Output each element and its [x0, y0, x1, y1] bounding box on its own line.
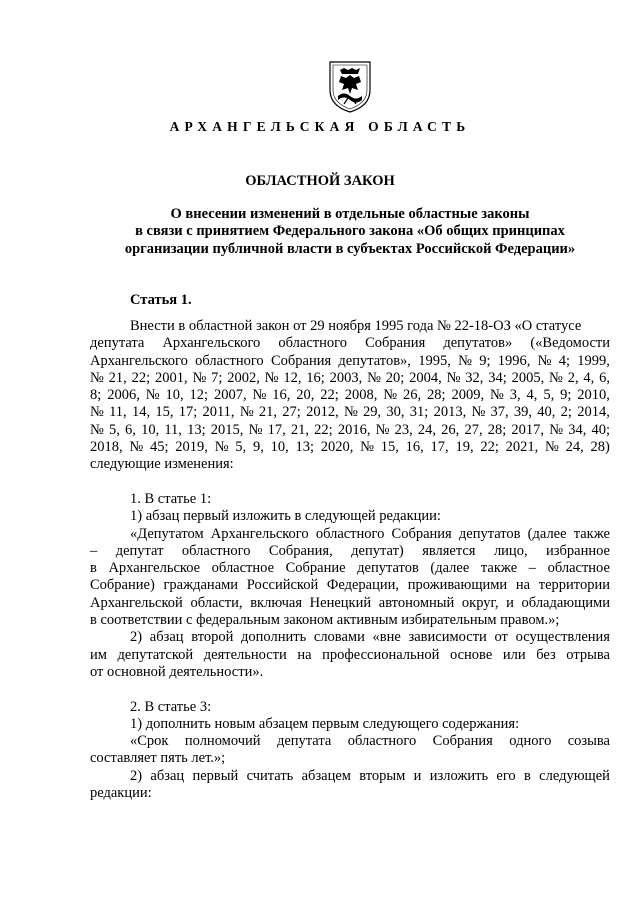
text-line — [90, 543, 610, 560]
word: 15, — [155, 404, 174, 421]
word: № — [537, 352, 552, 369]
word: 2014, — [577, 404, 610, 421]
word: абзац — [150, 767, 185, 784]
word: (далее — [430, 560, 470, 577]
word: 2010, — [577, 387, 610, 404]
word: 19, — [455, 439, 474, 456]
word: 21, — [258, 404, 278, 421]
word: 22; — [480, 439, 499, 456]
word: № — [545, 439, 559, 456]
text-run: составляет пять лет.»; — [90, 750, 226, 767]
text-line — [90, 318, 610, 335]
word: (далее — [527, 525, 567, 542]
word: № — [458, 352, 472, 369]
word: Архангельского — [162, 335, 261, 352]
word: областное — [211, 560, 275, 577]
word: «Депутатом — [130, 525, 204, 542]
word: обладающими — [521, 594, 610, 611]
law-title — [90, 206, 610, 258]
word: 16; — [306, 369, 325, 386]
word: также — [573, 525, 610, 542]
word: областного — [278, 335, 347, 352]
word: Архангельского — [210, 525, 309, 542]
word: 2009, — [451, 387, 485, 404]
word: 2002, — [227, 369, 260, 386]
law-title-line: О внесении изменений в отдельные областные законы — [170, 206, 530, 222]
word: Архангельского — [90, 352, 188, 369]
word: 9, — [252, 439, 264, 456]
word: 34, — [568, 421, 587, 438]
word: одного — [509, 733, 552, 750]
word: депутатской — [117, 646, 194, 663]
word: 15, — [380, 439, 399, 456]
word: № — [252, 387, 267, 404]
text-line — [90, 404, 610, 421]
word: № — [129, 439, 144, 456]
text-line — [90, 456, 610, 473]
article-heading: Статья 1. — [130, 292, 192, 308]
text-line — [90, 335, 610, 352]
word: изложить — [429, 767, 489, 784]
word: 2012, — [306, 404, 339, 421]
word: 2003, — [329, 369, 363, 386]
word: на — [297, 646, 312, 663]
text-line — [90, 526, 610, 543]
word: округ, — [461, 594, 499, 611]
word: 2021, — [505, 439, 539, 456]
word: 45; — [150, 439, 169, 456]
coat-of-arms-emblem — [328, 60, 372, 114]
word: 12; — [189, 387, 209, 404]
text-line — [90, 560, 610, 577]
word: 3, — [509, 387, 521, 404]
word: 2, — [567, 369, 579, 386]
text-line — [90, 439, 610, 456]
word: деятельности — [203, 646, 287, 663]
text-run: 2. В статье 3: — [130, 698, 212, 715]
word: областного — [181, 542, 251, 559]
word: № — [239, 404, 254, 421]
word: 22; — [314, 421, 333, 438]
word: 1999, — [577, 352, 610, 369]
word: № — [375, 421, 390, 438]
word: 24, — [565, 439, 584, 456]
text-line — [90, 387, 610, 404]
text-line — [90, 716, 610, 733]
word: 10, — [141, 421, 160, 438]
text-line — [90, 491, 610, 508]
word: № — [90, 404, 104, 421]
word: его — [496, 767, 516, 784]
word: и — [413, 767, 422, 784]
word: депутатов», — [338, 352, 411, 369]
word: 2; — [560, 404, 572, 421]
word: 27; — [282, 404, 301, 421]
law-title-line: организации публичной власти в субъектах Российской Федерации» — [124, 240, 576, 257]
word: Архангельской — [90, 594, 183, 611]
word: 8; — [90, 387, 102, 404]
word: 10, — [270, 439, 289, 456]
text-run: следующие изменения: — [90, 456, 234, 473]
word: проживающими — [407, 577, 508, 594]
word: № — [214, 439, 229, 456]
word: 6, — [599, 369, 610, 386]
word: вторым — [359, 767, 406, 784]
text-line — [90, 422, 610, 439]
word: Архангельское — [108, 560, 201, 577]
text-line — [90, 733, 610, 750]
paragraph-gap — [90, 474, 610, 491]
word: созыва — [567, 733, 610, 750]
word: 2005, — [511, 369, 545, 386]
word: 10, — [165, 387, 184, 404]
word: 2020, — [320, 439, 354, 456]
word: «вне — [372, 629, 401, 646]
word: считать — [246, 767, 294, 784]
word: 13; — [295, 439, 314, 456]
word: № — [360, 439, 374, 456]
word: 17; — [178, 404, 198, 421]
word: 26, — [403, 387, 422, 404]
word: 5, — [109, 421, 120, 438]
word: в — [524, 767, 531, 784]
word: второй — [191, 629, 234, 646]
word: словами — [313, 629, 365, 646]
word: 1996, — [497, 352, 531, 369]
word: 16, — [272, 387, 291, 404]
word: полномочий — [184, 733, 261, 750]
word: 2013, — [433, 404, 467, 421]
word: 34; — [488, 369, 507, 386]
word: № — [90, 369, 104, 386]
word: 17, — [430, 439, 449, 456]
word: № — [248, 421, 263, 438]
word: областного — [315, 525, 385, 542]
word: («Ведомости — [530, 335, 610, 352]
text-line — [90, 750, 610, 767]
word: 40; — [591, 421, 610, 438]
word: территории — [538, 577, 610, 594]
word: на — [515, 577, 531, 594]
word: 21, — [290, 421, 309, 438]
word: абзац — [149, 629, 184, 646]
word: 30, — [386, 404, 405, 421]
word: № — [446, 369, 461, 386]
word: 2001, — [154, 369, 188, 386]
word: № — [549, 369, 563, 386]
word: депутатов — [357, 560, 419, 577]
text-line — [90, 595, 610, 612]
word: 9; — [479, 352, 491, 369]
law-title-line: в связи с принятием Федерального закона «Об общих принципах — [135, 223, 565, 240]
word: депутатов» — [443, 335, 513, 352]
word: 39, — [513, 404, 533, 421]
word: № — [90, 421, 104, 438]
word: без — [536, 646, 556, 663]
word: является — [422, 542, 476, 559]
word: лицо, — [493, 542, 528, 559]
word: 32, — [465, 369, 484, 386]
text-run: в соответствии с федеральным законом активным избирательным правом.»; — [90, 612, 560, 629]
word: 26, — [441, 421, 460, 438]
word: 2) — [130, 629, 143, 646]
word: – — [528, 560, 536, 577]
word: № — [549, 421, 564, 438]
word: 13; — [187, 421, 206, 438]
word: Российской — [246, 577, 319, 594]
word: 2004, — [409, 369, 442, 386]
word: Собрания — [432, 733, 493, 750]
region-name: АРХАНГЕЛЬСКАЯ ОБЛАСТЬ — [169, 119, 471, 134]
word: «Срок — [130, 733, 169, 750]
text-run: 1. В статье 1: — [130, 490, 212, 507]
word: им — [90, 646, 107, 663]
word: Собрания — [270, 352, 332, 369]
word: следующей — [539, 767, 610, 784]
word: областного — [195, 352, 264, 369]
word: отрыва — [566, 646, 610, 663]
word: 14, — [131, 404, 151, 421]
word: гражданами — [163, 577, 239, 594]
word: абзацем — [301, 767, 351, 784]
text-line — [90, 612, 610, 629]
text-line — [90, 647, 610, 664]
paragraph-gap — [90, 681, 610, 698]
word: дополнить — [241, 629, 307, 646]
word: 28; — [487, 421, 507, 438]
text-run: Внести в областной закон от 29 ноября 1995 года № 22-18-ОЗ «О статусе — [130, 318, 582, 334]
word: 6, — [125, 421, 136, 438]
word: депутат) — [351, 542, 404, 559]
word: 20, — [296, 387, 315, 404]
word: 37, — [490, 404, 509, 421]
word: 22; — [320, 387, 339, 404]
text-run: 1) дополнить новым абзацем первым следующего содержания: — [130, 715, 520, 732]
word: 20; — [385, 369, 405, 386]
word: 17, — [267, 421, 286, 438]
word: областного — [347, 733, 417, 750]
text-line — [90, 353, 610, 370]
word: – — [90, 542, 98, 559]
word: или — [502, 646, 526, 663]
word: депутата — [90, 335, 145, 352]
word: Собрания — [391, 525, 452, 542]
word: осуществления — [515, 629, 610, 646]
word: 23, — [394, 421, 413, 438]
word: № — [264, 369, 279, 386]
word: области, — [190, 594, 243, 611]
word: № — [145, 387, 160, 404]
text-line — [90, 508, 610, 525]
word: основе — [450, 646, 493, 663]
word: 2015, — [210, 421, 244, 438]
word: 9; — [560, 387, 572, 404]
word: 5, — [543, 387, 555, 404]
word: областное — [547, 560, 610, 577]
word: № — [490, 387, 504, 404]
text-line — [90, 577, 610, 594]
text-line — [90, 629, 610, 646]
word: № — [471, 404, 486, 421]
word: 2018, — [90, 439, 123, 456]
word: депутатов — [458, 525, 521, 542]
word: первый — [192, 767, 239, 784]
word: включая — [250, 594, 303, 611]
text-line — [90, 768, 610, 785]
word: 2) — [130, 767, 143, 784]
word: и — [506, 594, 514, 611]
word: 12, — [283, 369, 302, 386]
word: 40, — [537, 404, 556, 421]
word: 16, — [405, 439, 424, 456]
word: 2011, — [202, 404, 235, 421]
word: от — [494, 629, 508, 646]
word: 24, — [417, 421, 436, 438]
article-body — [90, 318, 610, 802]
word: Собрание) — [90, 577, 155, 594]
word: Собрания — [365, 335, 426, 352]
law-type-heading: ОБЛАСТНОЙ ЗАКОН — [245, 173, 395, 189]
word: 28) — [590, 439, 610, 456]
word: Ненецкий — [309, 594, 372, 611]
word: 2019, — [175, 439, 208, 456]
word: 2008, — [344, 387, 378, 404]
word: 11, — [109, 404, 127, 421]
word: избранное — [546, 542, 610, 559]
word: 7; — [211, 369, 223, 386]
word: 1995, — [418, 352, 451, 369]
word: Собрание — [285, 560, 346, 577]
word: 2006, — [107, 387, 140, 404]
word: 2007, — [213, 387, 247, 404]
text-line — [90, 785, 610, 802]
word: Федерации, — [326, 577, 400, 594]
word: также — [480, 560, 518, 577]
word: депутата — [276, 733, 332, 750]
word: депутат — [115, 542, 164, 559]
word: 11, — [164, 421, 182, 438]
word: 2016, — [337, 421, 371, 438]
word: 28; — [427, 387, 446, 404]
text-run: редакции: — [90, 785, 152, 802]
word: 2017, — [511, 421, 545, 438]
word: 4, — [526, 387, 538, 404]
word: 31; — [409, 404, 429, 421]
word: 5, — [235, 439, 247, 456]
word: 27, — [464, 421, 483, 438]
word: зависимости — [408, 629, 487, 646]
word: 29, — [363, 404, 382, 421]
word: 21, — [108, 369, 127, 386]
word: № — [367, 369, 381, 386]
word: в — [90, 560, 97, 577]
word: № — [192, 369, 207, 386]
text-run: 1) абзац первый изложить в следующей редакции: — [130, 508, 441, 525]
word: № — [343, 404, 358, 421]
word: профессиональной — [322, 646, 440, 663]
text-line — [90, 370, 610, 387]
word: 4; — [558, 352, 571, 369]
text-run: от основной деятельности». — [90, 663, 264, 680]
word: 22; — [131, 369, 151, 386]
word: Собрания, — [268, 542, 333, 559]
text-line — [90, 664, 610, 681]
text-line — [90, 699, 610, 716]
word: автономный — [378, 594, 455, 611]
word: 4, — [583, 369, 595, 386]
word: № — [383, 387, 398, 404]
